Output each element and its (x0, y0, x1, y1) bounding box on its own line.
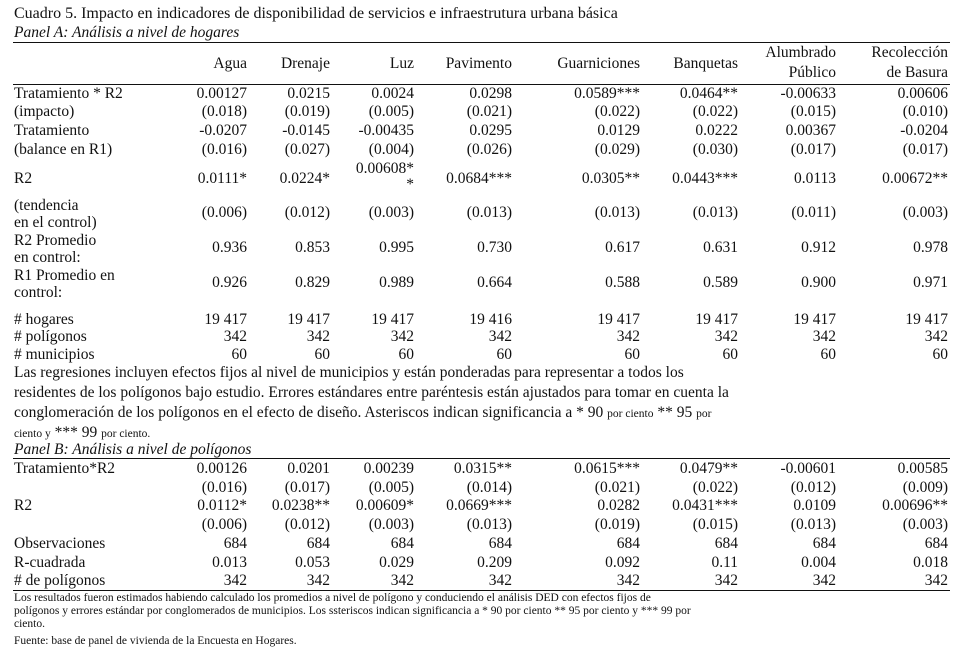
table-cell: 0.0113 (793, 170, 836, 187)
table-cell: (0.022) (594, 103, 640, 120)
table-cell: 19 417 (287, 311, 330, 328)
table-cell: 684 (812, 535, 836, 552)
table-cell: 0.00672** (882, 170, 948, 187)
table-cell: (0.021) (466, 103, 512, 120)
table-cell: (0.022) (692, 103, 738, 120)
row-label: (balance en R1) (14, 141, 113, 158)
table-cell: 0.0129 (597, 122, 640, 139)
table-cell: 19 417 (695, 311, 738, 328)
column-header: Luz (389, 55, 414, 72)
footnote-line-3: ciento. (14, 618, 45, 630)
table-cell: (0.012) (284, 516, 330, 533)
table-cell: 0.00606 (897, 85, 948, 102)
table-cell: (0.017) (284, 479, 330, 496)
table-cell: 0.029 (379, 554, 414, 571)
table-cell: 0.0443*** (672, 170, 738, 187)
table-cell: 0.00696** (882, 497, 948, 514)
table-cell: 0.926 (212, 274, 247, 291)
table-cell: 0.004 (801, 554, 836, 571)
table-cell: 19 417 (204, 311, 247, 328)
table-cell: 0.11 (711, 554, 738, 571)
table-cell: 684 (223, 535, 247, 552)
table-cell: 342 (390, 328, 414, 345)
table-cell: 342 (488, 328, 512, 345)
row-label: R2 (14, 170, 33, 187)
panel-b-rule (13, 458, 950, 459)
row-label-line2: control: (14, 284, 63, 301)
table-cell: 342 (616, 572, 640, 589)
table-cell: (0.016) (201, 141, 247, 158)
table-cell: (0.013) (790, 516, 836, 533)
table-cell: 0.0615*** (574, 460, 640, 477)
table-cell: 0.995 (379, 239, 414, 256)
table-cell: (0.017) (902, 141, 948, 158)
table-cell: 0.0215 (287, 85, 330, 102)
table-cell: 19 417 (793, 311, 836, 328)
table-cell: 0.0109 (793, 497, 836, 514)
column-header: Pavimento (445, 55, 512, 72)
column-header: Recolección (871, 44, 948, 61)
table-cell: 684 (306, 535, 330, 552)
row-label: # hogares (14, 311, 74, 328)
table-cell: (0.003) (368, 204, 414, 221)
panel-a-title: Panel A: Análisis a nivel de hogares (14, 24, 240, 41)
table-cell: 0.0315** (453, 460, 512, 477)
table-cell: -0.0204 (900, 122, 948, 139)
table-cell: (0.019) (284, 103, 330, 120)
table-cell: 0.092 (605, 554, 640, 571)
table-cell: 0.0111* (197, 170, 247, 187)
table-cell: (0.016) (201, 479, 247, 496)
bottom-rule (13, 590, 950, 591)
table-cell: 19 417 (597, 311, 640, 328)
table-cell: 0.0479** (679, 460, 738, 477)
table-cell: (0.005) (368, 479, 414, 496)
table-cell: 342 (812, 328, 836, 345)
table-cell: 0.013 (212, 554, 247, 571)
table-cell: 60 (398, 346, 414, 363)
table-cell: (0.003) (368, 516, 414, 533)
table-cell: (0.012) (284, 204, 330, 221)
table-cell: 0.00127 (196, 85, 247, 102)
table-cell: 60 (932, 346, 948, 363)
table-cell: 684 (390, 535, 414, 552)
footnote-line-2: polígonos y errores estándar por conglomerados de municipios. Los ssteriscos indican significancia a * 90 por ciento ** 95 por ciento y *** 99 por (14, 605, 691, 617)
table-cell: (0.010) (902, 103, 948, 120)
table-cell: 684 (616, 535, 640, 552)
table-cell: (0.017) (790, 141, 836, 158)
note-line-3: conglomeración de los polígonos en el efecto de diseño. Asteriscos indican significancia a * 90 por ciento ** 95 por (14, 404, 712, 421)
table-cell: 0.0589*** (574, 85, 640, 102)
table-cell: 0.0305** (581, 170, 640, 187)
table-cell: 0.829 (295, 274, 330, 291)
footnote (14, 592, 959, 648)
row-label-line2: en el control) (14, 214, 97, 231)
table-cell: 60 (496, 346, 512, 363)
row-label: R1 Promedio en (14, 267, 115, 284)
top-rule (13, 42, 950, 43)
note-line-4: ciento y *** 99 por ciento. (14, 424, 151, 441)
table-cell: (0.029) (594, 141, 640, 158)
column-header: Banquetas (673, 55, 738, 72)
table-cell: 0.989 (379, 274, 414, 291)
note-line-1: Las regresiones incluyen efectos fijos al nivel de municipios y están ponderadas para representar a todos los (14, 364, 684, 381)
table-cell: (0.012) (790, 479, 836, 496)
table-cell: 19 417 (905, 311, 948, 328)
table-cell: -0.0145 (282, 122, 330, 139)
table-cell: 0.0669*** (446, 497, 512, 514)
row-label: R2 Promedio (14, 232, 97, 249)
table-cell: -0.00633 (780, 85, 836, 102)
table-cell: 684 (488, 535, 512, 552)
table-caption: Cuadro 5. Impacto en indicadores de disponibilidad de servicios e infraestrutura urbana básica (14, 5, 618, 22)
table-cell: (0.006) (201, 204, 247, 221)
row-label: (tendencia (14, 197, 79, 214)
column-header: Drenaje (280, 55, 330, 72)
table-cell: 684 (924, 535, 948, 552)
row-label-line2: en control: (14, 249, 81, 266)
table-cell: (0.015) (692, 516, 738, 533)
row-label: Observaciones (14, 535, 106, 552)
table-cell: 0.0295 (469, 122, 512, 139)
column-header: Guarniciones (557, 55, 640, 72)
table-cell: 342 (924, 328, 948, 345)
table-cell: (0.027) (284, 141, 330, 158)
table-cell: 0.664 (477, 274, 512, 291)
table-cell: 342 (924, 572, 948, 589)
footnote-line-1: Los resultados fueron estimados habiendo calculado los promedios a nivel de polígono y conduciendo el análisis DED con efectos fijos de (14, 592, 651, 604)
note-line-2: residentes de los polígonos bajo estudio. Errores estándares entre paréntesis están ajustados para tomar en cuenta la (14, 384, 729, 401)
table-cell: 60 (624, 346, 640, 363)
table-cell: (0.018) (201, 103, 247, 120)
table-cell: 342 (714, 572, 738, 589)
column-header-line2: Público (788, 64, 836, 81)
table-cell: 60 (314, 346, 330, 363)
table-cell: (0.022) (692, 479, 738, 496)
table-cell: 0.0201 (287, 460, 330, 477)
row-label: # polígonos (14, 328, 87, 345)
table-cell: -0.00601 (780, 460, 836, 477)
table-cell: (0.013) (692, 204, 738, 221)
table-cell: 0.900 (801, 274, 836, 291)
table-cell: 342 (488, 572, 512, 589)
table-cell: 342 (306, 572, 330, 589)
table-cell: 0.978 (913, 239, 948, 256)
table-cell: 0.00126 (196, 460, 247, 477)
table-cell: (0.014) (466, 479, 512, 496)
row-label: R2 (14, 497, 33, 514)
table-cell: 342 (714, 328, 738, 345)
table-cell: 60 (820, 346, 836, 363)
table-cell: 342 (223, 328, 247, 345)
table-cell: 342 (390, 572, 414, 589)
table-cell: 60 (231, 346, 247, 363)
table-cell: 0.730 (477, 239, 512, 256)
column-header-line2: de Basura (886, 64, 948, 81)
table-cell: (0.030) (692, 141, 738, 158)
table-cell-continuation: * (406, 176, 414, 193)
table-cell: 342 (223, 572, 247, 589)
table-cell: 0.588 (605, 274, 640, 291)
table-cell: (0.003) (902, 204, 948, 221)
table-cell: (0.004) (368, 141, 414, 158)
table-cell: 0.00239 (363, 460, 414, 477)
table-cell: (0.021) (594, 479, 640, 496)
table-cell: 19 416 (469, 311, 512, 328)
table-cell: (0.009) (902, 479, 948, 496)
table-cell: 342 (306, 328, 330, 345)
row-label: # de polígonos (14, 572, 106, 589)
table-cell: (0.013) (466, 204, 512, 221)
table-cell: (0.011) (791, 204, 836, 221)
table-cell: (0.005) (368, 103, 414, 120)
table-cell: 0.0024 (371, 85, 414, 102)
table-cell: (0.013) (594, 204, 640, 221)
table-cell: 0.00367 (785, 122, 836, 139)
table-cell: 0.00609* (355, 497, 414, 514)
table-cell: 342 (812, 572, 836, 589)
row-label: Tratamiento*R2 (14, 460, 116, 477)
panel-a-note (14, 363, 954, 443)
table-cell: 0.00585 (897, 460, 948, 477)
table-cell: (0.013) (466, 516, 512, 533)
table-cell: 0.0431*** (672, 497, 738, 514)
table-cell: 0.936 (212, 239, 247, 256)
table-cell: 0.617 (605, 239, 640, 256)
table-cell: 684 (714, 535, 738, 552)
table-cell: 0.00608* (355, 160, 414, 177)
row-label: (impacto) (14, 103, 75, 120)
table-cell: 0.589 (703, 274, 738, 291)
table-cell: 0.018 (913, 554, 948, 571)
table-cell: 342 (616, 328, 640, 345)
table-cell: 0.209 (477, 554, 512, 571)
table-cell: (0.015) (790, 103, 836, 120)
table-cell: 0.0112* (197, 497, 247, 514)
table-cell: 0.053 (295, 554, 330, 571)
table-cell: -0.0207 (199, 122, 247, 139)
table-cell: (0.006) (201, 516, 247, 533)
table-cell: 0.0222 (695, 122, 738, 139)
table-cell: 0.912 (801, 239, 836, 256)
table-cell: 60 (722, 346, 738, 363)
table-cell: 0.0282 (597, 497, 640, 514)
table-cell: 0.631 (703, 239, 738, 256)
table-cell: 0.0224* (279, 170, 330, 187)
table-cell: 0.853 (295, 239, 330, 256)
source-note: Fuente: base de panel de vivienda de la Encuesta en Hogares. (14, 635, 297, 647)
table-cell: 0.971 (913, 274, 948, 291)
table-cell: 19 417 (371, 311, 414, 328)
row-label: Tratamiento * R2 (14, 85, 123, 102)
table-cell: -0.00435 (358, 122, 414, 139)
table-cell: 0.0238** (271, 497, 330, 514)
row-label: # municipios (14, 346, 95, 363)
table-cell: (0.026) (466, 141, 512, 158)
table-cell: 0.0684*** (446, 170, 512, 187)
row-label: R-cuadrada (14, 554, 86, 571)
row-label: Tratamiento (14, 122, 90, 139)
table-cell: 0.0464** (679, 85, 738, 102)
table-cell: 0.0298 (469, 85, 512, 102)
panel-b-title: Panel B: Análisis a nivel de polígonos (14, 441, 252, 458)
column-header: Agua (213, 55, 247, 72)
column-header: Alumbrado (765, 44, 836, 61)
table-cell: (0.003) (902, 516, 948, 533)
table-cell: (0.019) (594, 516, 640, 533)
